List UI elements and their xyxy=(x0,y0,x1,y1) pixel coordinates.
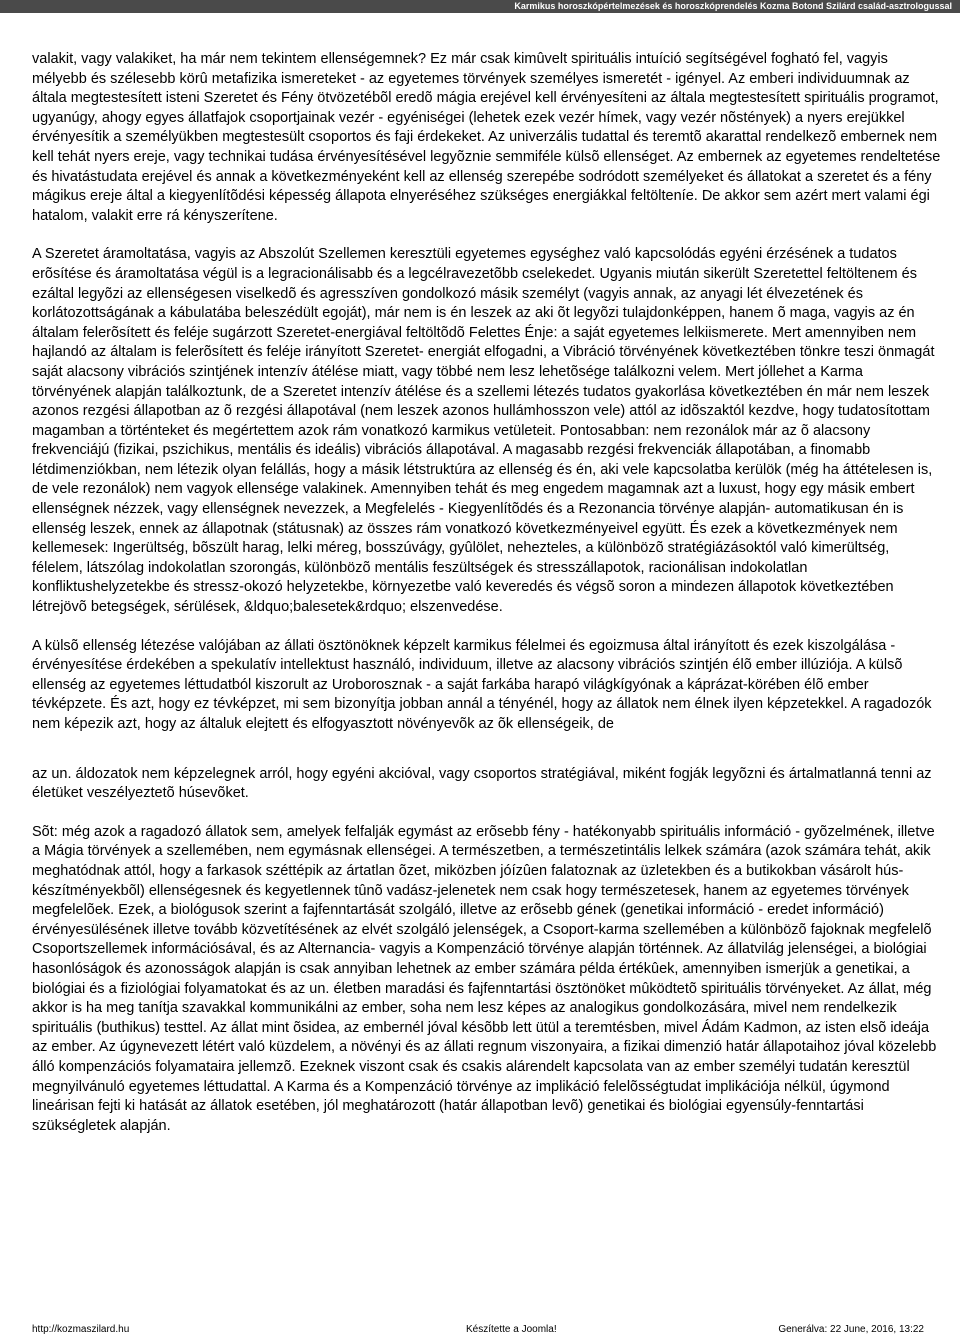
paragraph-spacer xyxy=(32,618,944,637)
paragraph-spacer xyxy=(32,804,944,823)
footer-generated: Generálva: 22 June, 2016, 13:22 xyxy=(778,1324,924,1335)
header-bar xyxy=(0,0,960,13)
article-body xyxy=(32,50,944,1136)
paragraph: A Szeretet áramoltatása, vagyis az Abszolút Szellemen keresztüli egyetemes egységhez való kapcsolódás egyéni érzésének a tudatos erõsítése és áramoltatása végül is a legracionálisabb és a legcélravezetõbb cselekedet. Ugyanis miután sikerült Szeretettel feltöltenem és ezáltal legyõzi az ellenségesen viselkedõ és agresszíven gondolkozó másik személyt (vagyis annak, az anyagi lét élvezetének és korlátozottságának a kábulatába beleszédült egoját), már nem is én leszek az aki õt legyõzi tulajdonképpen, hanem õ maga, vagyis az én általam felerõsített és feléje sugárzott Szeretet-energiával feltöltõdõ Felettes Énje: a saját egyetemes lelkiismerete. Mert amennyiben nem hajlandó az általam is felerõsített és feléje irányított Szeretet- energiát elfogadni, a Vibráció törvényének következtében tönkre teszi önmagát saját alacsony vibrációs szintjének intenzív átélése miatt, vagy többé nem lesz lehetõsége találkozni velem. Mert jóllehet a Karma törvényének alapján találkoztunk, de a Szeretet intenzív átélése és a szellemi létezés tudatos gyakorlása következtében én már nem leszek azonos rezgési állapotban az õ rezgési állapotával (nem leszek azonos hullámhosszon vele) attól az idõszaktól kezdve, hogy tudatosítottam magamban a történteket és megértettem azok rám vonatkozó karmikus vetületeit. Pontosabban: nem rezonálok már az õ alacsony frekvenciájú (fizikai, pszichikus, mentális és ideális) vibrációs állapotával. A magasabb rezgési frekvenciák állapotában, a finomabb létdimenziókban, nem létezik olyan felállás, hogy a másik létstruktúra az ellenség és én, aki vele kapcsolatba kerülök (még ha áttételesen is, de vele rezonálok) nem vagyok ellensége valakinek. Amennyiben tehát és meg engedem magamnak azt a luxust, hogy egy másik embert ellenségnek nézzek, vagy ellenségnek nevezzek, a Megfelelés - Kiegyenlítõdés és a Rezonancia törvénye alapján- automatikusan én is ellenség leszek, ennek az állapotnak (státusnak) az összes rám vonatkozó következményeivel együtt. És ezek a következmények nem kellemesek: Ingerültség, bõszült harag, lelki méreg, bosszúvágy, gyûlölet, nehezteles, a különbözõ stratégiázásoktól való kimerültség, félelem, látszólag indokolatlan szorongás, különbözõ mentális feszültségek és stresszállapotok, racionálisan indokolatlan konfliktushelyzetekbe és stressz-okozó helyzetekbe, környezetbe való keveredés és végsõ soron a mindezen állapotok következtében létrejövõ betegségek, sérülések, &ldquo;balesetek&rdquo; elszenvedése. xyxy=(32,246,935,616)
paragraph: az un. áldozatok nem képzelegnek arról, hogy egyéni akcióval, vagy csoportos stratégiával, miként fogják legyõzni és ártalmatlanná tenni az életüket veszélyeztetõ húsevõket. xyxy=(32,765,932,802)
paragraph: valakit, vagy valakiket, ha már nem tekintem ellenségemnek? Ez már csak kimûvelt spirituális intuíció segítségével fogható fel, vagyis mélyebb és szélesebb körû metafizika ismereteket - az egyetemes törvények személyes ismeretét - igényel. Az emberi individuumnak az általa megtestesített isteni Szeretet és Fény ötvözetébõl eredõ mágia erejével kell érvényesíteni az általa megtestesített spirituális programot, ugyanúgy, ahogy egyes állatfajok csoportjainak vezér - egyéniségei (lehetek ezek vezér hímek, vagy vezér nõstények) a nyers erejükkel érvényesítik a személyükben megtestesült csoportos és faji érdekeket. Az univerzális tudattal és teremtõ akarattal rendelkezõ embernek nem kell tehát nyers ereje, vagy technikai tudása érvényesítésével legyõznie semmiféle külsõ ellenséget. Az embernek az egyetemes rendeltetése és hivatástudata erejével és annak a következményeként kell az ellenség szerepébe sodródott személyeket és állatokat a szeretet és a fény mágikus ereje által a kiegyenlítõdési képesség állapota elnyeréséhez szükséges energiákkal feltölteníe. De akkor sem azért mert valami égi hatalom, valakit erre rá kényszerítene. xyxy=(32,51,941,224)
page-footer xyxy=(32,1324,924,1336)
paragraph: A külsõ ellenség létezése valójában az állati ösztönöknek képzelt karmikus félelmei és egoizmusa által irányított és ezek kiszolgálása - érvényesítése érdekében a spekulatív intellektust használó, individuum, illetve az alacsony vibrációs szintjén élõ ember illúziója. A külsõ ellenség az egyetemes léttudatból kiszorult az Uroborosznak - a saját farkába harapó világkígyónak a káprázat-körében élõ ember tévképzete. És azt, hogy ez tévképzet, mi sem bizonyítja jobban annál a tényénél, hogy az állatok nem élnek ilyen képzetekkel. A ragadozók nem képezik azt, hogy az általuk elejtett és elfogyasztott növényevõk az õk ellenségeik, de xyxy=(32,637,932,732)
paragraph-spacer xyxy=(32,735,944,765)
footer-url: http://kozmaszilard.hu xyxy=(32,1324,130,1335)
paragraph-spacer xyxy=(32,226,944,245)
footer-made-with: Készítette a Joomla! xyxy=(466,1324,557,1335)
site-title: Karmikus horoszkópértelmezések és horoszkóprendelés Kozma Botond Szilárd család-asztrologussal xyxy=(514,1,952,11)
paragraph: Sõt: még azok a ragadozó állatok sem, amelyek felfalják egymást az erõsebb fény - hatékonyabb spirituális információ - gyõzelmének, illetve a Mágia törvények a szellemében, nem egymásnak ellenségei. A természetben, a természetintális lelkek számára (azok számára tehát, akik meghatódnak attól, hogy a farkasok széttépik az ártatlan õzet, miközben jóízûen falatoznak az üzletekben és a butikokban vásárolt hús-készítményekbõl) ellenségesnek és kegyetlennek tûnõ vadász-jelenetek nem csak hogy természetesek, hanem az egyetemes törvények megfelelõek. Ezek, a biológusok szerint a fajfenntartását szolgáló, illetve az erõsebb gének (genetikai információ - eredet információ) érvényesülésének illetve tovább közvetítésének az elvét szolgáló jelenségek, a Csoport-karma szellemében a különbözõ fajoknak megfelelõ Csoportszellemek információsával, és az Alternancia- vagyis a Kompenzáció törvénye alapján történnek. Az állatvilág jelenségei, a biológiai hasonlóságok és azonosságok alapján is csak annyiban lehetnek az ember számára példa értékûek, amennyiben ismerjük a genetikai, a biológiai és a fiziológiai folyamatokat és az un. életben maradási és fajfenntartási ösztönöket mûködtetõ spirituális törvényeket. Az állat, még akkor is ha meg tanítja szavakkal kommunikálni az ember, soha nem lesz képes az analogikus gondolkozására, mivel nem rendelkezik spirituális (buthikus) testtel. Az állat mint õsidea, az embernél jóval késõbb lett ütül a teremtésben, mivel Ádám Kadmon, az isten elsõ ideája az ember. Az úgynevezett létért való küzdelem, a növényi és az állati regnum viszonyaira, a fizikai dimenzió határ állapotaihoz jóval közelebb álló kompenzációs folyamataira jellemzõ. Ezeknek viszont csak és csakis alárendelt kapcsolata van az ember személyi tudatán keresztül megnyilvánuló egyetemes léttudattal. A Karma és a Kompenzáció törvénye az implikáció felelõsségtudat implikációja nélkül, úgymond lineárisan fejti ki hatását az állatok esetében, jól meghatározott (határ állapotban levõ) genetikai és biológiai egyensúly-fenntartási szükségletek alapján. xyxy=(32,823,937,1134)
